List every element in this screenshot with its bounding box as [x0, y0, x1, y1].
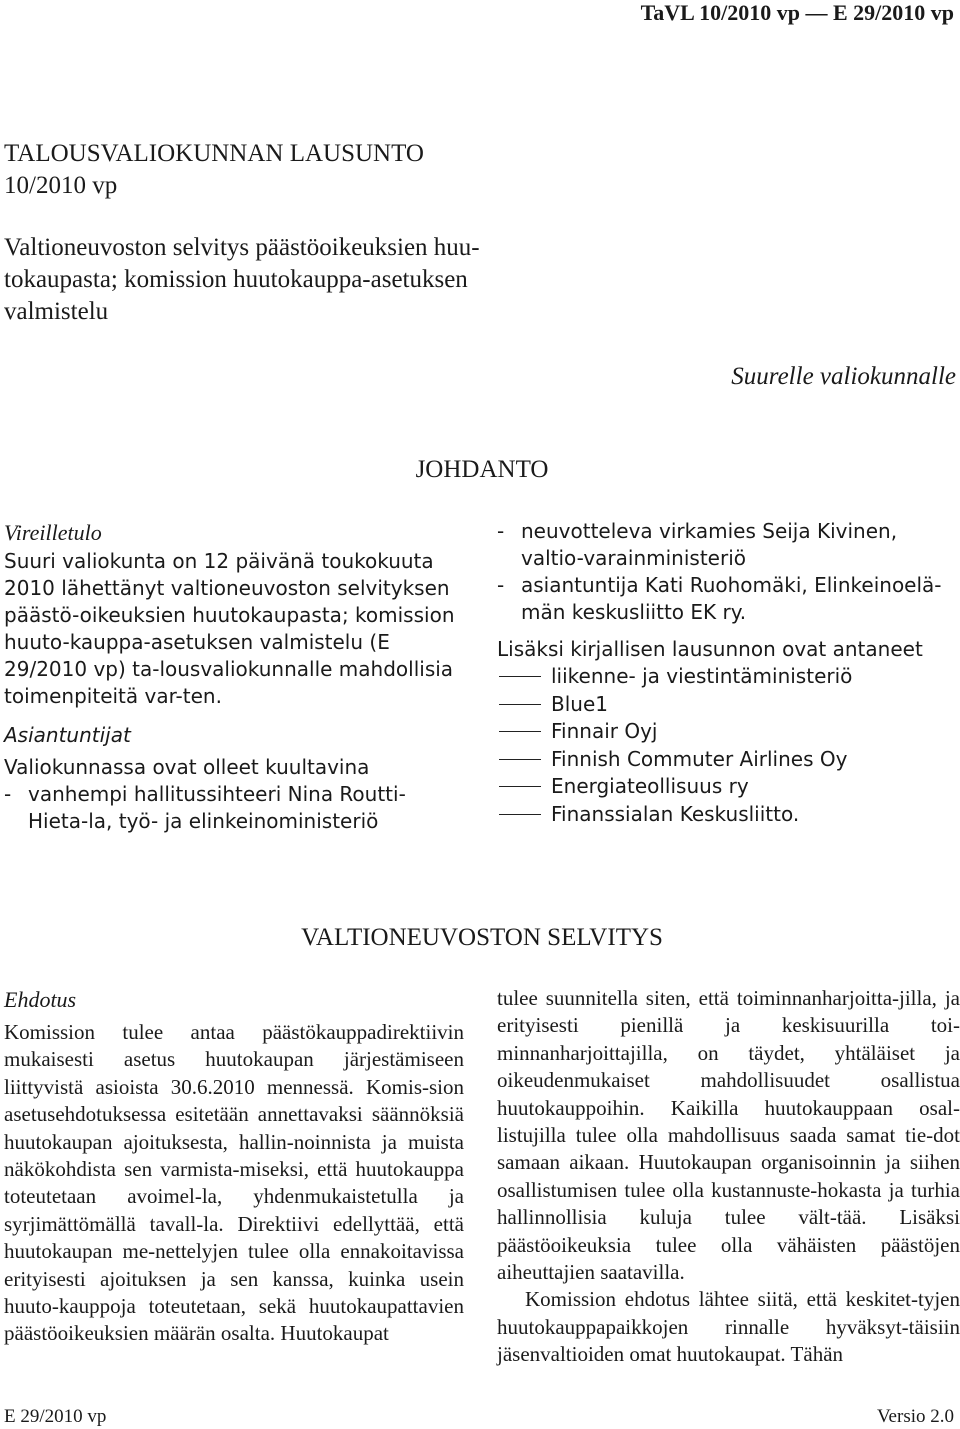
- title-line-2: 10/2010 vp: [4, 172, 118, 199]
- written-list-item: Finanssialan Keskusliitto.: [497, 801, 957, 829]
- title-subject: Valtioneuvoston selvitys päästöoikeuksien huu-tokaupasta; komission huutokauppa-asetuksen valmistelu: [4, 234, 480, 325]
- written-list-item: Energiateollisuus ry: [497, 773, 957, 801]
- dash-icon: [499, 704, 541, 705]
- title-line-1: TALOUSVALIOKUNNAN LAUSUNTO: [4, 140, 424, 167]
- ehdotus-text-right-2: Komission ehdotus lähtee siitä, että keskitet-tyjen huutokauppapaikkojen rinnalle hyväksyt-täisiin jäsenvaltioiden omat huutokaupat. Tähän: [497, 1287, 960, 1367]
- asiantuntijat-intro: Valiokunnassa ovat olleet kuultavina: [4, 755, 370, 779]
- written-list-item: Finnair Oyj: [497, 718, 957, 746]
- section-heading-johdanto: JOHDANTO: [415, 456, 549, 483]
- written-list-item: Blue1: [497, 691, 957, 719]
- document-title: [4, 138, 564, 328]
- selvitys-left-column: [4, 985, 464, 1348]
- footer-doc-ref: E 29/2010 vp: [4, 1406, 107, 1427]
- dash-icon: [499, 676, 541, 677]
- vireilletulo-heading: Vireilletulo: [4, 520, 102, 545]
- expert-item: - neuvotteleva virkamies Seija Kivinen, valtio-varainministeriö: [497, 519, 898, 570]
- dash-icon: [499, 814, 541, 815]
- asiantuntijat-heading: Asiantuntijat: [4, 723, 131, 747]
- recipient: Suurelle valiokunnalle: [731, 363, 956, 390]
- ehdotus-heading: Ehdotus: [4, 987, 77, 1012]
- written-list-item: liikenne- ja viestintäministeriö: [497, 663, 957, 691]
- vireilletulo-text: Suuri valiokunta on 12 päivänä toukokuuta 2010 lähettänyt valtioneuvoston selvityksen päästö-oikeuksien huutokaupasta; komission huuto-kauppa-asetuksen valmistelu (E 29/2010 vp) ta-lousvaliokunnalle mahdollisia toimenpiteitä var-ten.: [4, 549, 455, 708]
- expert-item: - vanhempi hallitussihteeri Nina Routti-Hieta-la, työ- ja elinkeinoministeriö: [4, 782, 406, 833]
- ehdotus-text-left: Komission tulee antaa päästökauppadirektiivin mukaisesti asetus huutokaupan järjestämiseen liittyvistä asioista 30.6.2010 mennessä. Komis-sion asetusehdotuksessa esitetään annettavaksi säännöksiä huutokaupan ajoituksesta, hallin-noinnista ja muista näkökohdista sen varmista-miseksi, että huutokauppa toteutetaan avoimel-la, yhdenmukaistetulla ja syrjimättömällä tavall-la. Direktiivi edellyttää, että huutokaupan me-nettelyjen tulee olla ennakoitavissa erityisesti ajoituksen ja sen kanssa, kuinka usein huuto-kauppoja toteutetaan, sekä huutokaupattavien päästöoikeuksien määrän osalta. Huutokaupat: [4, 1020, 464, 1346]
- dash-icon: [499, 759, 541, 760]
- dash-icon: [499, 731, 541, 732]
- written-list-item: Finnish Commuter Airlines Oy: [497, 746, 957, 774]
- page-header: TaVL 10/2010 vp — E 29/2010 vp: [640, 0, 954, 25]
- johdanto-right-column: [497, 518, 957, 828]
- ehdotus-text-right-1: tulee suunnitella siten, että toiminnanharjoitta-jilla, ja erityisesti pienillä ja keskisuurilla toi-minnanharjoittajilla, on täydet, yhtäläiset ja oikeudenmukaiset mahdollisuudet osallistua huutokauppoihin. Kaikilla huutokauppaan osal-listujilla tulee olla mahdollisuus saada samat tie-dot samaan aikaan. Huutokaupan organisoinnin ja siihen osallistumisen tulee olla kustannuste-hokasta ja turhia hallinnollisia kuluja tulee vält-tää. Lisäksi päästöoikeuksia tulee olla vähäisten päästöjen aiheuttajien saatavilla.: [497, 986, 960, 1285]
- written-intro: Lisäksi kirjallisen lausunnon ovat antaneet: [497, 637, 923, 661]
- footer-version: Versio 2.0: [876, 1406, 954, 1427]
- selvitys-right-column: [497, 985, 960, 1369]
- johdanto-left-column: [4, 518, 464, 835]
- dash-icon: [499, 786, 541, 787]
- section-heading-selvitys: VALTIONEUVOSTON SELVITYS: [301, 924, 663, 951]
- expert-item: - asiantuntija Kati Ruohomäki, Elinkeinoelä-män keskusliitto EK ry.: [497, 573, 942, 624]
